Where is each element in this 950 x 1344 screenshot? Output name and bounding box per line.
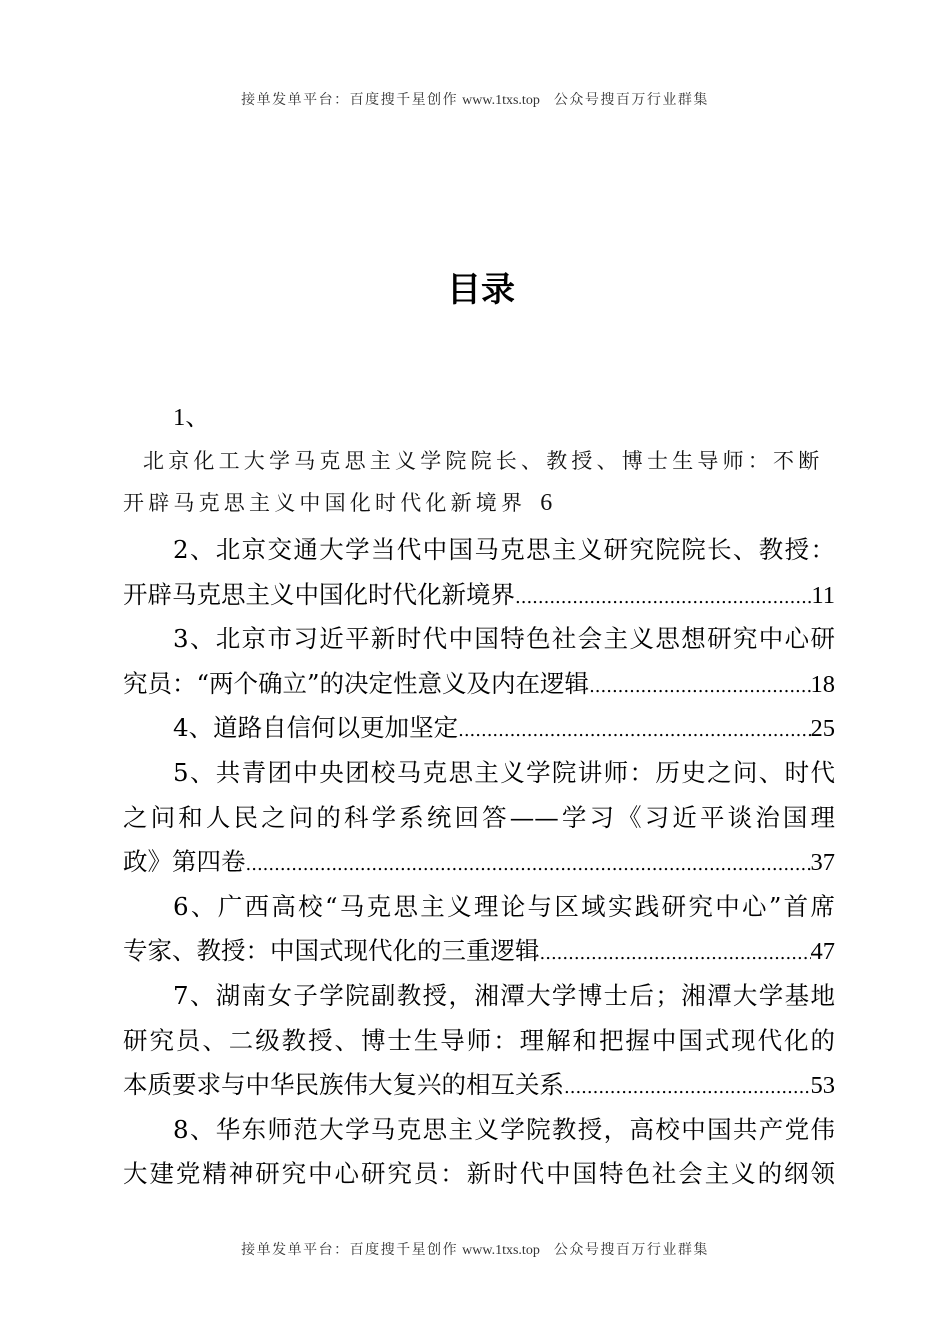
dot-leader xyxy=(246,840,811,888)
dot-leader xyxy=(540,929,811,977)
dot-leader xyxy=(564,1063,811,1111)
page-header xyxy=(0,89,950,109)
toc-page-number: 6 xyxy=(540,490,557,516)
toc-entry-line: 北京化工大学马克思主义学院院长、教授、博士生导师：不断 xyxy=(143,449,824,473)
dot-leader xyxy=(589,662,810,710)
toc-entry-4[interactable] xyxy=(123,706,835,751)
toc-entry-line: 4、道路自信何以更加坚定 xyxy=(173,713,459,743)
toc-entry-2[interactable] xyxy=(123,528,835,617)
toc-entry-line: 开辟马克思主义中国化时代化新境界 xyxy=(123,491,527,515)
toc-entry-number: 1、 xyxy=(173,404,210,431)
toc-entry-3[interactable] xyxy=(123,617,835,706)
toc-entry-line: 5、共青团中央团校马克思主义学院讲师：历史之问、时代 xyxy=(173,757,835,787)
toc-page-number: 47 xyxy=(810,938,835,966)
toc-entry-line: 大建党精神研究中心研究员：新时代中国特色社会主义的纲领 xyxy=(123,1159,835,1189)
toc-page-number: 18 xyxy=(810,670,835,698)
toc-entry-line: 8、华东师范大学马克思主义学院教授，高校中国共产党伟 xyxy=(173,1114,835,1144)
dot-leader xyxy=(458,706,810,754)
toc-entry-line: 究员：“两个确立”的决定性意义及内在逻辑 xyxy=(123,668,590,698)
toc-page-number: 37 xyxy=(810,849,835,877)
header-url: www.1txs.top xyxy=(462,93,540,108)
toc-entry-line: 研究员、二级教授、博士生导师：理解和把握中国式现代化的 xyxy=(123,1025,835,1055)
page-title: 目录 xyxy=(447,270,515,310)
footer-text: 接单发单平台：百度搜千星创作 xyxy=(241,1242,459,1258)
toc-entry-line: 本质要求与中华民族伟大复兴的相互关系 xyxy=(123,1070,564,1100)
toc-entry-line: 2、北京交通大学当代中国马克思主义研究院院长、教授： xyxy=(173,535,835,564)
toc-entry-6[interactable] xyxy=(123,885,835,974)
toc-entry-line: 开辟马克思主义中国化时代化新境界 xyxy=(123,579,515,609)
toc-entry-line: 之问和人民之问的科学系统回答——学习《习近平谈治国理 xyxy=(123,802,835,832)
toc-entry-8[interactable] xyxy=(123,1108,835,1197)
dot-leader xyxy=(515,573,811,621)
toc-page-number: 11 xyxy=(811,581,835,609)
toc-page-number: 53 xyxy=(810,1072,835,1100)
toc-entry-1[interactable] xyxy=(123,396,835,524)
toc-entry-line: 3、北京市习近平新时代中国特色社会主义思想研究中心研 xyxy=(173,624,835,654)
footer-text-2: 公众号搜百万行业群集 xyxy=(553,1242,709,1258)
toc-entry-7[interactable] xyxy=(123,974,835,1108)
header-text: 接单发单平台：百度搜千星创作 xyxy=(241,92,459,108)
toc-entry-line: 7、湖南女子学院副教授，湘潭大学博士后；湘潭大学基地 xyxy=(173,980,835,1010)
toc-entry-line: 专家、教授：中国式现代化的三重逻辑 xyxy=(123,936,540,966)
toc-entry-line: 政》第四卷 xyxy=(123,847,246,877)
toc-page-number: 25 xyxy=(810,715,835,743)
table-of-contents xyxy=(123,396,835,1197)
footer-url: www.1txs.top xyxy=(462,1243,540,1258)
toc-entry-5[interactable] xyxy=(123,751,835,885)
header-text-2: 公众号搜百万行业群集 xyxy=(553,92,709,108)
page-footer xyxy=(0,1239,950,1259)
toc-entry-line: 6、广西高校“马克思主义理论与区域实践研究中心”首席 xyxy=(173,891,835,921)
